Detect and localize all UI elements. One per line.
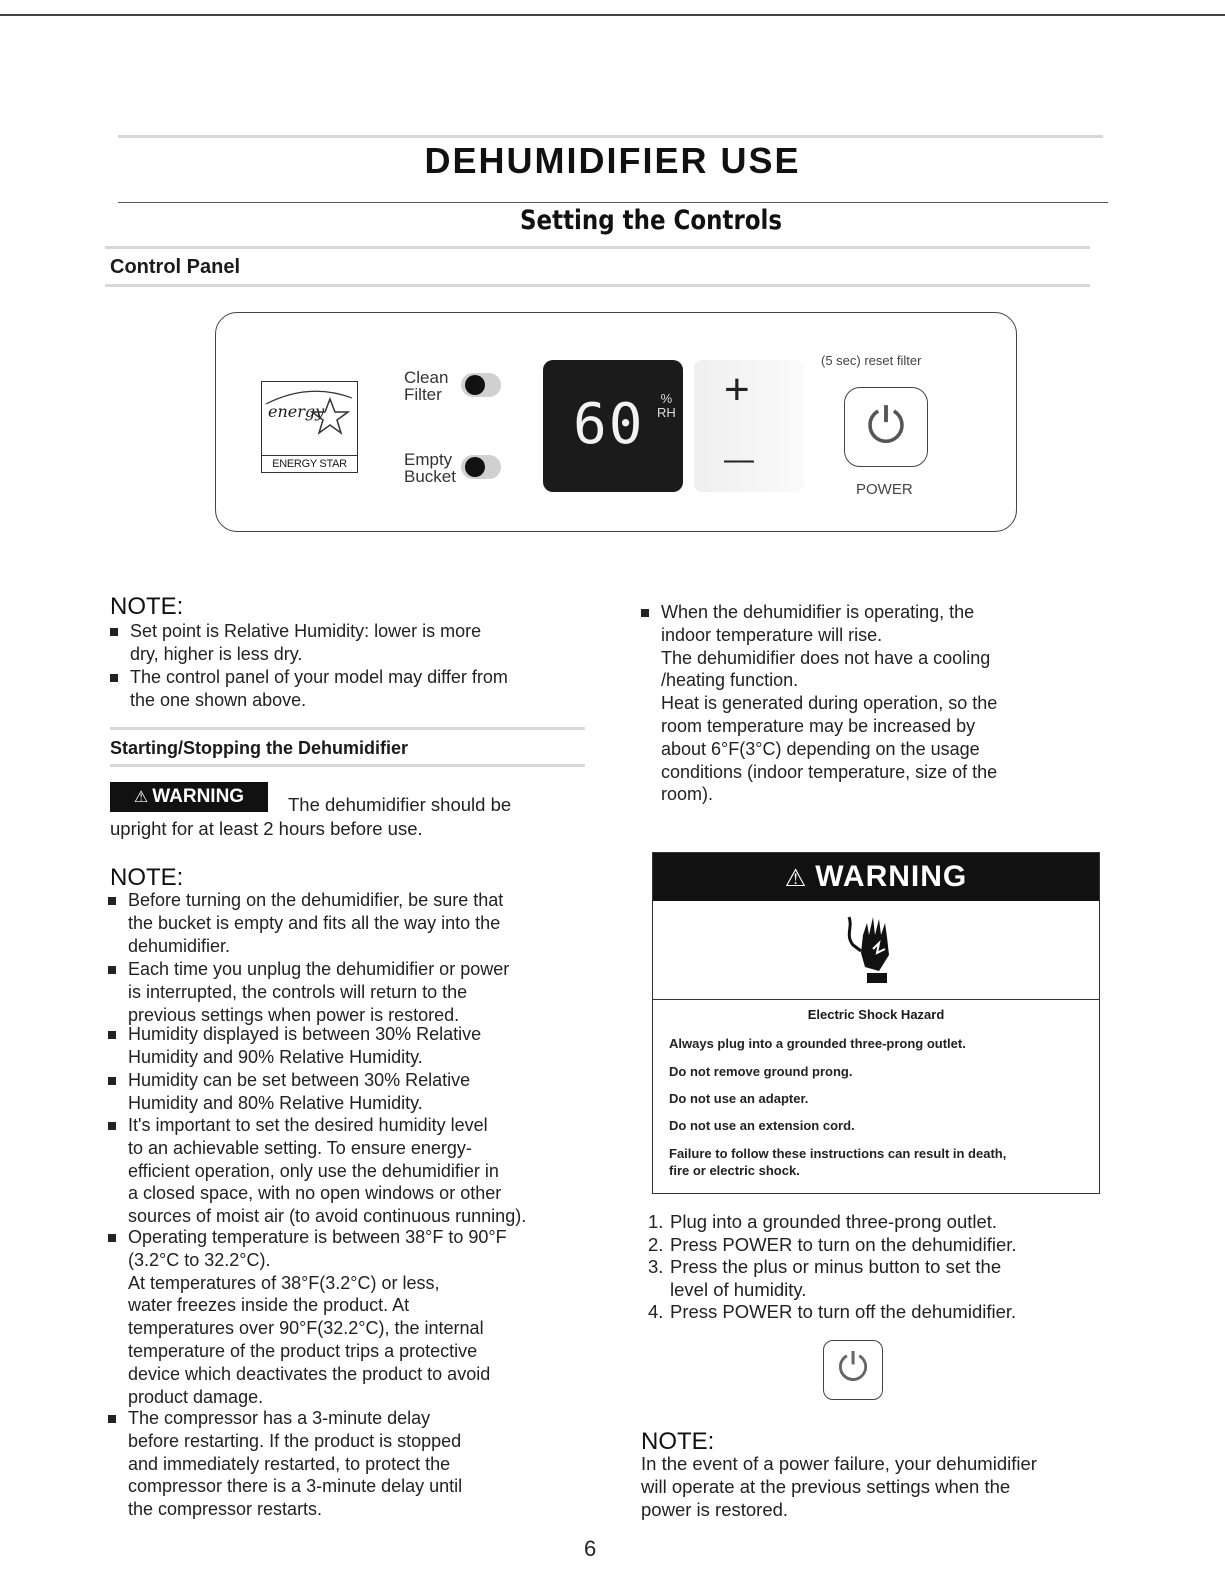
note-heading: NOTE: (110, 593, 184, 620)
electric-shock-warning-box (652, 852, 1100, 1194)
warning-line: Do not remove ground prong. (669, 1064, 853, 1079)
upright-warning-text: The dehumidifier should be upright for at least 2 hours before use. (110, 794, 512, 839)
warning-box-header: ⚠ WARNING (653, 853, 1099, 901)
energy-star-label: ENERGY STAR (262, 455, 357, 472)
empty-bucket-indicator (461, 455, 501, 479)
warning-line: Always plug into a grounded three-prong outlet. (669, 1036, 966, 1051)
list-item: Set point is Relative Humidity: lower is more dry, higher is less dry. (130, 620, 600, 666)
warning-line: Do not use an extension cord. (669, 1118, 855, 1133)
list-item: The control panel of your model may differ from the one shown above. (130, 666, 600, 712)
list-item: When the dehumidifier is operating, the indoor temperature will rise. (661, 601, 1101, 647)
warning-triangle-icon: ⚠ (784, 865, 808, 892)
energy-star-logo (261, 381, 358, 473)
warning-line: Do not use an adapter. (669, 1091, 809, 1106)
page-title: DEHUMIDIFIER USE (424, 140, 801, 181)
list-item: Each time you unplug the dehumidifier or power is interrupted, the controls will return to the previous settings when power is restored. (128, 958, 618, 1026)
list-item: 3. Press the plus or minus button to set the level of humidity. (648, 1256, 1002, 1300)
list-item: It's important to set the desired humidity level to an achievable setting. To ensure energy- efficient operation, only use the dehumidifier in a closed space, with no open windows or other sources of moist air (to avoid continuous running). (128, 1114, 618, 1228)
power-icon: ⏻ (867, 398, 905, 454)
humidity-unit: % RH (657, 391, 676, 420)
warning-line: Failure to follow these instructions can result in death, fire or electric shock. (669, 1146, 1007, 1178)
hazard-title: Electric Shock Hazard (807, 1007, 945, 1022)
temperature-note: The dehumidifier does not have a cooling /heating function. Heat is generated during operation, so the room temperature may be increased by about 6°F(3°C) depending on the usage conditions (indoor temperature, size of the room). (661, 647, 998, 805)
empty-bucket-label: Empty Bucket (404, 450, 456, 486)
page-number: 6 (584, 1536, 597, 1561)
adjust-pad (694, 360, 804, 492)
energy-star-arc-icon (264, 386, 354, 406)
list-item: Humidity can be set between 30% Relative Humidity and 80% Relative Humidity. (128, 1069, 618, 1115)
operating-temperature-info (641, 601, 1091, 806)
control-panel-illustration (215, 312, 1017, 532)
humidity-reading: 60 (573, 392, 645, 457)
list-item: 1. Plug into a grounded three-prong outlet. (648, 1211, 998, 1232)
reset-filter-label: (5 sec) reset filter (821, 353, 922, 368)
note-heading: NOTE: (110, 864, 184, 891)
minus-button[interactable]: — (724, 443, 754, 476)
page-subtitle: Setting the Controls (520, 205, 783, 236)
list-item: Operating temperature is between 38°F to 90°F (3.2°C to 32.2°C). At temperatures of 38°F(3.2°C) or less, water freezes inside the product. At temperatures over 90°F(32.2°C), the internal temperature of the product trips a protective device which deactivates the product to avoid product damage. (128, 1226, 618, 1408)
power-label: POWER (856, 481, 913, 498)
power-failure-note: In the event of a power failure, your dehumidifier will operate at the previous settings when the power is restored. (641, 1453, 1037, 1520)
clean-filter-label: Clean Filter (404, 368, 449, 404)
humidity-display (543, 360, 683, 492)
warning-triangle-icon: ⚠ (133, 789, 149, 806)
section-heading-starting-stopping: Starting/Stopping the Dehumidifier (110, 738, 408, 758)
list-item: 4. Press POWER to turn off the dehumidifier. (648, 1301, 1017, 1322)
electric-shock-icon (843, 905, 909, 991)
list-item: Before turning on the dehumidifier, be sure that the bucket is empty and fits all the way into the dehumidifier. (128, 889, 618, 957)
power-icon: ⏻ (837, 1345, 869, 1389)
list-item: Humidity displayed is between 30% Relative Humidity and 90% Relative Humidity. (128, 1023, 618, 1069)
power-steps-list (648, 1211, 1017, 1324)
power-button[interactable] (844, 387, 928, 467)
section-heading-control-panel: Control Panel (110, 256, 241, 278)
warning-badge: ⚠ WARNING (110, 782, 268, 812)
plus-button[interactable]: + (724, 365, 750, 414)
list-item: The compressor has a 3-minute delay before restarting. If the product is stopped and immediately restarted, to protect the compressor there is a 3-minute delay until the compressor restarts. (128, 1407, 618, 1521)
list-item: 2. Press POWER to turn on the dehumidifier. (648, 1233, 1017, 1255)
note-heading: NOTE: (641, 1428, 715, 1455)
clean-filter-indicator (461, 373, 501, 397)
power-button-icon (823, 1340, 883, 1400)
energy-star-script: energy (268, 402, 325, 421)
